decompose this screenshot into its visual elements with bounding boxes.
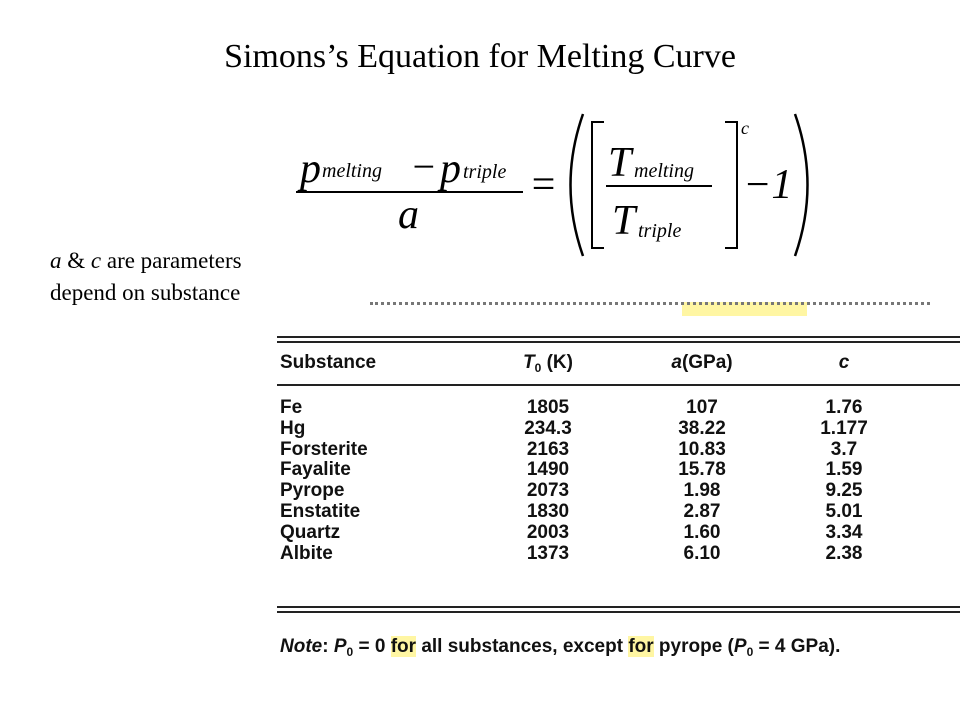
table-cell: Fe xyxy=(280,397,303,418)
footnote-for-highlight: for xyxy=(390,636,417,657)
table-cell: 1.60 xyxy=(683,521,721,543)
eq-equals: = xyxy=(529,162,558,208)
eq-minus: − xyxy=(410,144,437,189)
footnote-p0-b: P xyxy=(733,636,747,657)
table-cell: 38.22 xyxy=(678,417,726,439)
param-line1-rest: are parameters xyxy=(101,248,242,273)
footnote-mid: all substances, except xyxy=(416,636,629,657)
header-t0-sub: 0 xyxy=(534,361,542,375)
footnote-p0: P xyxy=(333,636,347,657)
table-cell: Hg xyxy=(280,417,306,439)
table-cell: Forsterite xyxy=(280,438,368,460)
eq-p-melting-sub: melting xyxy=(322,160,382,182)
table-cell: 1490 xyxy=(526,459,570,481)
eq-t-triple-sub: triple xyxy=(638,220,682,242)
eq-a: a xyxy=(398,192,419,238)
table-cell: 1.59 xyxy=(825,459,863,481)
scanned-parameter-table xyxy=(270,300,960,670)
cropped-text-row xyxy=(370,302,930,319)
header-a xyxy=(660,352,744,374)
table-cell: 1373 xyxy=(526,542,570,564)
footnote-colon: : xyxy=(322,636,334,657)
footnote-for-highlight-2: for xyxy=(628,636,654,657)
eq-t-melting: T xyxy=(608,140,632,186)
table-cell: 3.7 xyxy=(830,438,858,460)
param-a: a xyxy=(50,248,62,273)
eq-p-triple: p xyxy=(440,146,461,192)
table-cell: 234.3 xyxy=(524,417,572,439)
parameters-note-line-2: depend on substance xyxy=(50,280,241,305)
table-cell: 1.76 xyxy=(825,397,863,418)
table-cell: Albite xyxy=(280,542,333,564)
table-top-rule xyxy=(277,336,960,338)
table-cell: Pyrope xyxy=(280,480,345,502)
header-a-symbol: a xyxy=(671,352,682,373)
parameters-note xyxy=(50,245,242,309)
eq-right-paren xyxy=(795,114,808,256)
eq-minus-one: −1 xyxy=(743,162,793,208)
column-substance xyxy=(280,398,368,564)
table-cell: 10.83 xyxy=(678,438,726,460)
table-cell: 5.01 xyxy=(825,500,863,522)
table-cell: 9.25 xyxy=(825,480,863,502)
table-cell: 15.78 xyxy=(678,459,726,481)
slide-title: Simons’s Equation for Melting Curve xyxy=(224,38,736,75)
table-cell: 2003 xyxy=(526,521,570,543)
eq-p-triple-sub: triple xyxy=(463,161,507,183)
table-top-rule-2 xyxy=(277,341,960,343)
column-t0 xyxy=(506,398,590,564)
column-a xyxy=(660,398,744,564)
footnote-eq0: = 0 xyxy=(353,636,391,657)
table-cell: 107 xyxy=(686,397,718,418)
eq-p-melting: p xyxy=(300,146,321,192)
header-bottom-rule xyxy=(277,384,960,386)
table-footnote xyxy=(280,636,840,659)
footnote-p0-sub: 0 xyxy=(346,645,354,659)
table-cell: Fayalite xyxy=(280,459,351,481)
param-c: c xyxy=(90,248,102,273)
eq-t-melting-sub: melting xyxy=(634,160,694,182)
table-cell: Quartz xyxy=(280,521,341,543)
table-cell: 1805 xyxy=(526,397,570,418)
header-t0-unit: (K) xyxy=(541,352,573,373)
table-bottom-rule xyxy=(277,606,960,608)
table-cell: 2.38 xyxy=(825,542,863,564)
eq-t-triple: T xyxy=(612,198,636,244)
header-substance: Substance xyxy=(280,352,377,373)
eq-right-bracket xyxy=(725,122,737,248)
table-cell: 1.98 xyxy=(683,480,721,502)
parameters-note-line-1 xyxy=(50,245,242,277)
eq-left-paren xyxy=(571,114,584,256)
simons-equation xyxy=(0,0,960,280)
header-c xyxy=(802,352,886,374)
param-amp: & xyxy=(61,248,91,273)
table-cell: 6.10 xyxy=(683,542,721,564)
table-cell: 2163 xyxy=(526,438,570,460)
table-cell: 1830 xyxy=(526,500,570,522)
header-c-symbol: c xyxy=(838,352,850,373)
header-a-unit: (GPa) xyxy=(681,352,733,373)
column-c xyxy=(802,398,886,564)
table-bottom-rule-2 xyxy=(277,611,960,613)
table-cell: Enstatite xyxy=(280,500,361,522)
footnote-pyrope: pyrope ( xyxy=(653,636,734,657)
footnote-label: Note xyxy=(280,636,323,657)
eq-exponent-c: c xyxy=(741,118,749,138)
header-t0 xyxy=(506,352,590,375)
table-cell: 1.177 xyxy=(820,417,868,439)
eq-left-bracket xyxy=(592,122,604,248)
footnote-p0-sub-b: 0 xyxy=(746,645,754,659)
table-cell: 2.87 xyxy=(683,500,721,522)
table-cell: 2073 xyxy=(526,480,570,502)
footnote-eq4: = 4 GPa). xyxy=(753,636,841,657)
table-cell: 3.34 xyxy=(825,521,863,543)
header-t0-symbol: T xyxy=(523,352,535,373)
